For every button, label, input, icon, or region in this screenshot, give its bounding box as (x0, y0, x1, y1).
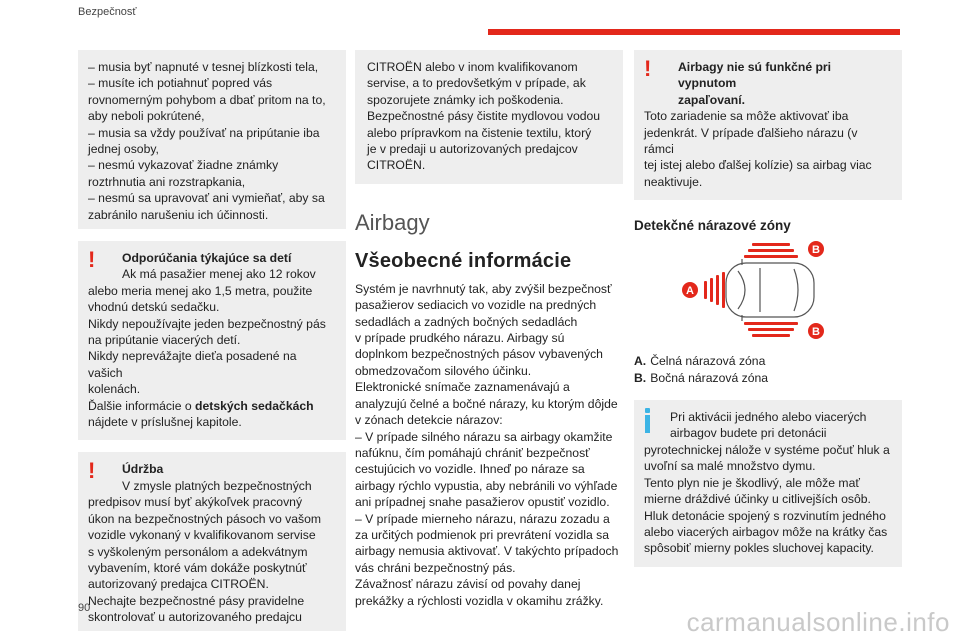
text-line: obmedzovačom silového účinku. (355, 363, 532, 378)
text-line: – V prípade silného nárazu sa airbagy okamžite (355, 429, 613, 444)
info-icon-stem (645, 415, 650, 433)
text-line: spôsobiť mierny pokles sluchovej kapacity. (644, 541, 874, 556)
windshield-line (738, 271, 745, 309)
text-line: sedadlách a zadných bočných sedadlách (355, 314, 578, 329)
text-line: – musia sa vždy používať na pripútanie iba (88, 125, 320, 140)
text-line: Nikdy neprevážajte dieťa posadené na vašich (88, 349, 297, 380)
detection-zones-heading: Detekčné nárazové zóny (634, 218, 791, 234)
legend-item (634, 370, 902, 386)
text-line: vás chráni bezpečnostný pás. (355, 560, 516, 575)
text-line: roztrhnutia ani rozstrapkania, (88, 174, 246, 189)
text-line: pyrotechnickej nálože v systéme počuť hluk a (644, 442, 890, 457)
legend-key: B. (634, 370, 647, 385)
warning-icon: ! (88, 247, 96, 272)
text-line: – musíte ich potiahnuť popred vás (88, 76, 273, 91)
zone-label-b-bottom-badge (808, 323, 824, 339)
car-top-view-diagram (634, 241, 902, 341)
zone-mark (752, 334, 790, 337)
rear-window-line (794, 269, 798, 311)
detonation-info-box (634, 400, 902, 567)
text-line: ani prípadnej snahe pasažierov opustiť vozidlo. (355, 495, 610, 510)
text-line: airbagy nemusia aktivovať. V takýchto prípadoch (355, 544, 619, 559)
text-line: – nesmú sa upravovať ani vymieňať, aby sa (88, 191, 325, 206)
impact-zones-diagram (634, 241, 902, 341)
side-impact-zone-marks-bottom (744, 322, 798, 337)
text-line: airbagov budete pri detonácii (670, 426, 827, 441)
diagram-legend (634, 353, 902, 386)
text-line: v prípade prudkého nárazu. Airbagy sú (355, 331, 565, 346)
label-b-text: B (812, 326, 820, 339)
text-line: tej istej alebo ďalšej kolízie) sa airbag viac (644, 158, 872, 173)
text-line: alebo meria menej ako 1,5 metra, použite (88, 283, 313, 298)
legend-text: Čelná nárazová zóna (650, 354, 766, 369)
warning-icon: ! (644, 56, 652, 81)
text-line: nájdete v príslušnej kapitole. (88, 415, 242, 430)
label-b-text: B (812, 244, 820, 257)
warning-heading: zapaľovaní. (678, 92, 746, 107)
text-line: V zmysle platných bezpečnostných (122, 478, 312, 493)
watermark: carmanualsonline.info (686, 607, 950, 637)
text-line: alebo prípravkom na čistenie textilu, ktorý (367, 125, 592, 140)
text-span: Ďalšie informácie o (88, 398, 196, 413)
zone-mark (748, 328, 794, 331)
text-line: Elektronické snímače zaznamenávajú a (355, 380, 570, 395)
text-line: v zónach detekcie nárazov: (355, 413, 503, 428)
text-line: nafúknu, čím pomáhajú chrániť bezpečnosť (355, 445, 590, 460)
text-line: za určitých podmienok pri prevrátení vozidla sa (355, 527, 610, 542)
warning-heading: Airbagy nie sú funkčné pri vypnutom (678, 60, 832, 91)
airbags-body-text (355, 281, 623, 609)
text-line: Pri aktivácii jedného alebo viacerých (670, 410, 867, 425)
zone-label-b-top-badge (808, 241, 824, 257)
general-info-heading: Všeobecné informácie (355, 249, 572, 272)
legend-text: Bočná nárazová zóna (650, 370, 769, 385)
zone-mark (744, 322, 798, 325)
column-1 (78, 50, 346, 631)
zone-mark (710, 278, 713, 302)
text-line: uvoľní sa malé množstvo dymu. (644, 459, 816, 474)
text-line: vhodnú detskú sedačku. (88, 300, 220, 315)
text-line: autorizovaný predajca CITROËN. (88, 577, 269, 592)
text-line: vybavením, ktoré vám dokáže poskytnúť (88, 560, 307, 575)
legend-key: A. (634, 354, 647, 369)
seatbelt-continued-box (355, 50, 623, 184)
car-body-shape (726, 263, 814, 317)
text-line: úkon na bezpečnostných pásoch vo vašom (88, 511, 322, 526)
child-seats-reference: detských sedačkách (195, 398, 314, 413)
text-line: airbagy rýchlo vypustia, aby nebránili vo výhľade (355, 478, 618, 493)
ignition-warning-box (634, 50, 902, 200)
text-line: pasažierov sediacich vo vozidle na predných (355, 298, 597, 313)
side-impact-zone-marks-top (744, 243, 798, 258)
text-line: Toto zariadenie sa môže aktivovať iba (644, 109, 849, 124)
text-line: Systém je navrhnutý tak, aby zvýšil bezpečnosť (355, 281, 612, 296)
text-line: mierne dráždivé účinky u citlivejších osôb. (644, 492, 871, 507)
text-line: zabránilo narušeniu ich účinnosti. (88, 207, 269, 222)
text-line: prekážky a rýchlosti vozidla v okamihu zrážky. (355, 593, 604, 608)
text-line: Tento plyn nie je škodlivý, ale môže mať (644, 475, 860, 490)
text-line: vozidle vykonaný v kvalifikovanom servise (88, 528, 316, 543)
page-number: 90 (78, 602, 91, 614)
text-line: na pripútanie viacerých detí. (88, 333, 241, 348)
text-line (88, 398, 334, 414)
warning-heading: Údržba (122, 462, 164, 477)
text-line: skontrolovať u autorizovaného predajcu (88, 610, 302, 625)
info-icon-dot (645, 408, 650, 413)
car-outline (726, 259, 814, 321)
text-line: doplnkom bezpečnostných pásov vybavených (355, 347, 603, 362)
section-label: Bezpečnosť (78, 6, 137, 18)
legend-item (634, 353, 902, 369)
text-line: – nesmú vykazovať žiadne známky (88, 158, 279, 173)
text-line: jedenkrát. V prípade ďalšieho nárazu (v rámci (644, 125, 858, 157)
section-accent-bar (488, 29, 900, 35)
column-2 (355, 50, 623, 609)
zone-label-a-badge (682, 282, 698, 298)
text-line: s vyškoleným personálom a adekvátnym (88, 544, 308, 559)
warning-heading: Odporúčania týkajúce sa detí (122, 251, 292, 265)
text-line: aby neboli pokrútené, (88, 109, 205, 124)
text-line: CITROËN alebo v inom kvalifikovanom (367, 60, 578, 74)
text-line: Nikdy nepoužívajte jeden bezpečnostný pás (88, 316, 326, 331)
text-line: rovnomerným pohybom a dbať pritom na to, (88, 92, 326, 107)
text-line: – musia byť napnuté v tesnej blízkosti tela, (88, 60, 319, 74)
text-line: Hluk detonácie spojený s rozvinutím jedného (644, 508, 886, 523)
column-3 (634, 50, 902, 567)
front-impact-zone-marks (704, 272, 725, 308)
text-line: jednej osoby, (88, 142, 159, 157)
children-warning-box (78, 241, 346, 440)
text-line: – V prípade mierneho nárazu, nárazu zozadu a (355, 511, 610, 526)
text-line: spozorujete známky ich poškodenia. (367, 92, 564, 107)
airbags-title: Airbagy (355, 209, 430, 235)
text-line: kolenách. (88, 382, 141, 397)
zone-mark (752, 243, 790, 246)
zone-mark (716, 275, 719, 305)
text-line: neaktivuje. (644, 174, 703, 189)
maintenance-warning-box (78, 452, 346, 631)
text-line: Ak má pasažier menej ako 12 rokov (122, 267, 316, 282)
text-line: servise, a to predovšetkým v prípade, ak (367, 76, 586, 91)
text-line: Bezpečnostné pásy čistite mydlovou vodou (367, 109, 601, 124)
text-line: predpisov musí byť akýkoľvek pracovný (88, 495, 303, 510)
text-line: alebo viacerých airbagov môže na krátky čas (644, 524, 888, 539)
zone-mark (722, 272, 725, 308)
label-a-text: A (686, 285, 694, 298)
text-line: Závažnosť nárazu závisí od povahy danej (355, 577, 581, 592)
text-line: cestujúcich vo vozidle. Ihneď po náraze sa (355, 462, 585, 477)
info-icon (645, 408, 650, 433)
zone-mark (704, 281, 707, 299)
text-line: Nechajte bezpečnostné pásy pravidelne (88, 593, 305, 608)
warning-icon: ! (88, 458, 96, 484)
text-line: analyzujú čelné a bočné nárazy, ku ktorým dôjde (355, 396, 618, 411)
seatbelt-rules-box (78, 50, 346, 229)
text-line: je v predaji u autorizovaných predajcov (367, 142, 578, 157)
text-line: CITROËN. (367, 158, 426, 173)
zone-mark (748, 249, 794, 252)
zone-mark (744, 255, 798, 258)
